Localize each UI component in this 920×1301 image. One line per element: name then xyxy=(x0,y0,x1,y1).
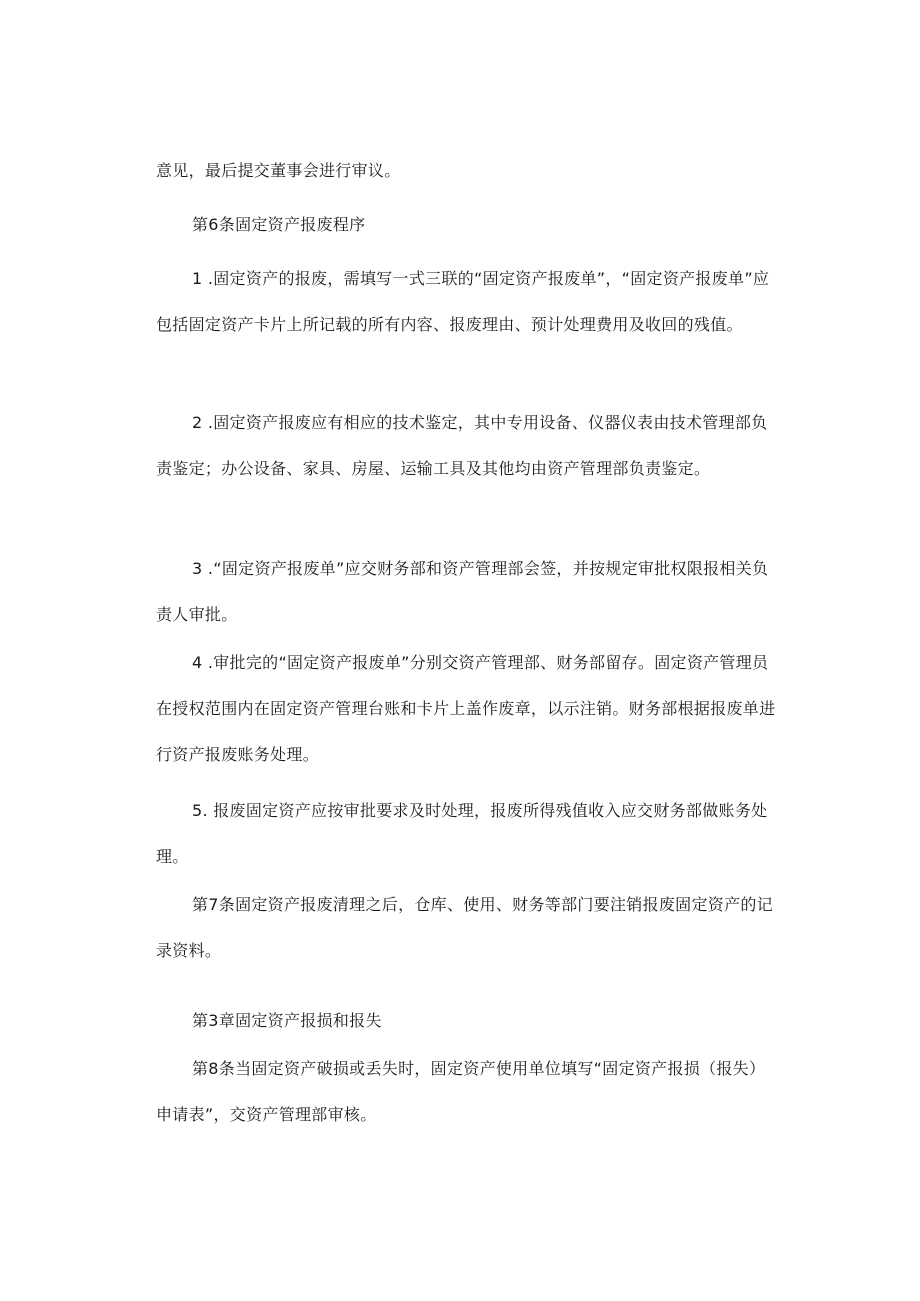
chapter-3-heading: 第3章固定资产报损和报失 xyxy=(192,1011,382,1030)
paragraph-item-5: 5. 报废固定资产应按审批要求及时处理，报废所得残值收入应交财务部做账务处理。 xyxy=(156,801,768,866)
article-8-paragraph: 第8条当固定资产破损或丢失时，固定资产使用单位填写“固定资产报损（报失）申请表”，交资产管理部审核。 xyxy=(156,1059,766,1124)
paragraph-item-1: 1 .固定资产的报废，需填写一式三联的“固定资产报废单”，“固定资产报废单”应包括固定资产卡片上所记载的所有内容、报废理由、预计处理费用及收回的残值。 xyxy=(156,269,770,334)
paragraph-continuation: 意见，最后提交董事会进行审议。 xyxy=(156,161,401,180)
article-7-paragraph: 第7条固定资产报废清理之后，仓库、使用、财务等部门要注销报废固定资产的记录资料。 xyxy=(156,895,773,960)
paragraph-item-2: 2 .固定资产报废应有相应的技术鉴定，其中专用设备、仪器仪表由技术管理部负责鉴定；办公设备、家具、房屋、运输工具及其他均由资产管理部负责鉴定。 xyxy=(156,413,768,478)
article-6-heading: 第6条固定资产报废程序 xyxy=(192,215,366,234)
paragraph-item-4: 4 .审批完的“固定资产报废单”分别交资产管理部、财务部留存。固定资产管理员在授权范围内在固定资产管理台账和卡片上盖作废章，以示注销。财务部根据报废单进行资产报废账务处理。 xyxy=(156,653,776,764)
paragraph-item-3: 3 .“固定资产报废单”应交财务部和资产管理部会签，并按规定审批权限报相关负责人审批。 xyxy=(156,559,769,624)
